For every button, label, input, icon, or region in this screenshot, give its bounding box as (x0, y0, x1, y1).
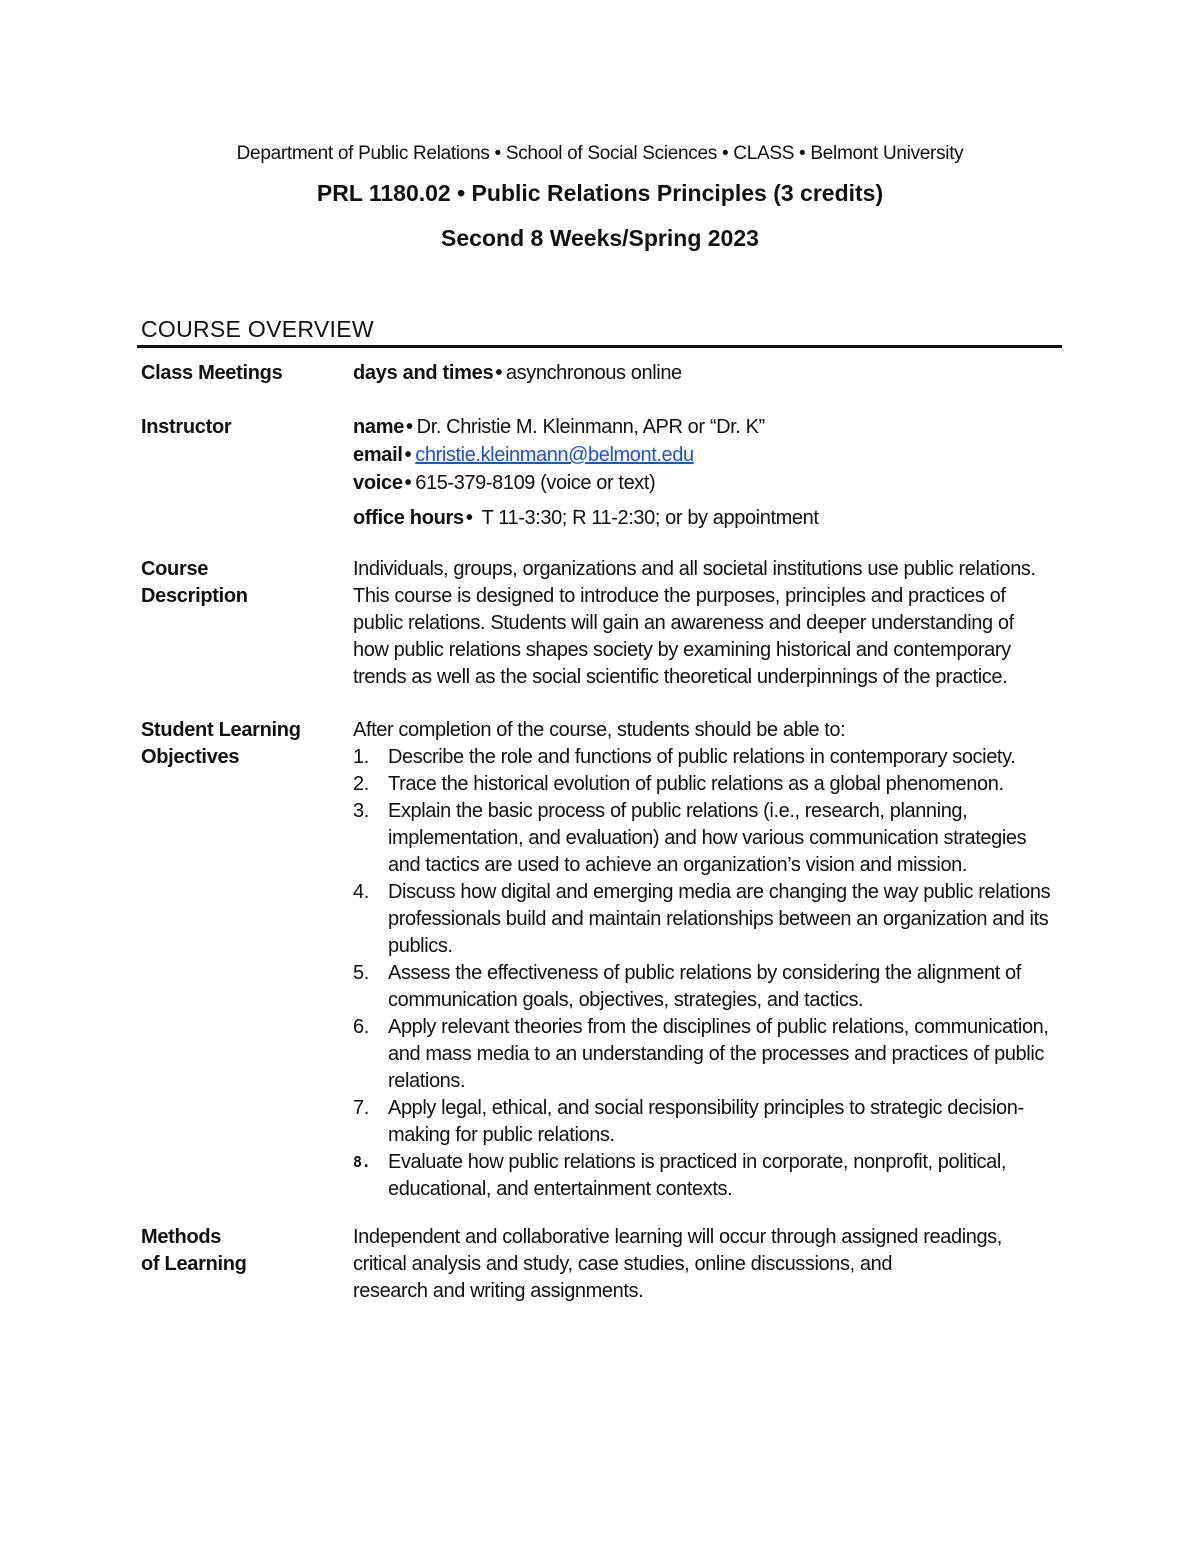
class-meetings-key: days and times (353, 362, 494, 384)
objective-line: Apply legal, ethical, and social responsibility principles to strategic decision- (388, 1097, 1024, 1119)
section-divider (137, 345, 1062, 348)
objective-item (353, 744, 1073, 771)
section-heading: COURSE OVERVIEW (141, 316, 374, 342)
objective-line: Evaluate how public relations is practiced in corporate, nonprofit, political, (388, 1151, 1007, 1173)
objective-item (353, 1149, 1073, 1203)
instructor-name: Dr. Christie M. Kleinmann, APR or “Dr. K” (416, 416, 765, 438)
class-meetings-label: Class Meetings (141, 362, 283, 384)
description-line: Individuals, groups, organizations and all societal institutions use public relations. (353, 558, 1036, 580)
class-meetings-text: asynchronous online (505, 362, 682, 384)
description-label-line: Description (141, 585, 248, 607)
objective-line: Trace the historical evolution of public relations as a global phenomenon. (388, 773, 1004, 795)
objectives-label-line: Objectives (141, 746, 240, 768)
department-line: Department of Public Relations • School of Social Sciences • CLASS • Belmont University (236, 143, 964, 164)
objective-line: making for public relations. (388, 1124, 615, 1146)
objective-item (353, 771, 1073, 798)
description-line: This course is designed to introduce the purposes, principles and practices of (353, 585, 1006, 607)
objective-line: Discuss how digital and emerging media are changing the way public relations (388, 881, 1051, 903)
office-hours-text: T 11-3:30; R 11-2:30; or by appointment (481, 507, 819, 529)
description-line: trends as well as the social scientific theoretical underpinnings of the practice. (353, 666, 1008, 688)
instructor-name-row (353, 414, 765, 441)
instructor-voice-row (353, 470, 655, 497)
objectives-label (141, 717, 301, 771)
objective-line: implementation, and evaluation) and how various communication strategies (388, 827, 1027, 849)
office-hours-key: office hours (353, 507, 464, 529)
email-link[interactable]: christie.kleinmann@belmont.edu (415, 444, 694, 466)
objectives-label-line: Student Learning (141, 719, 301, 741)
objective-line: and mass media to an understanding of the processes and practices of public (388, 1043, 1044, 1065)
methods-text (353, 1224, 1053, 1305)
objective-item (353, 879, 1073, 960)
bullet: • (404, 444, 412, 466)
bullet: • (495, 362, 502, 384)
instructor-email-row (353, 442, 694, 469)
objective-number: 2. (353, 773, 369, 795)
class-meetings-value (353, 360, 682, 387)
objective-line: Describe the role and functions of public relations in contemporary society. (388, 746, 1016, 768)
objective-line: Assess the effectiveness of public relations by considering the alignment of (388, 962, 1021, 984)
course-title: PRL 1180.02 • Public Relations Principles (3 credits) (316, 180, 884, 206)
description-line: public relations. Students will gain an awareness and deeper understanding of (353, 612, 1014, 634)
objective-line: publics. (388, 935, 453, 957)
objective-line: Explain the basic process of public relations (i.e., research, planning, (388, 800, 968, 822)
objectives-list (353, 744, 1073, 1203)
bullet: • (406, 416, 413, 438)
term-heading: Second 8 Weeks/Spring 2023 (441, 225, 759, 251)
objective-item (353, 1095, 1073, 1149)
methods-line: critical analysis and study, case studies, online discussions, and (353, 1253, 893, 1275)
methods-label-line: Methods (141, 1226, 222, 1248)
description-line: how public relations shapes society by examining historical and contemporary (353, 639, 1011, 661)
methods-label-line: of Learning (141, 1253, 247, 1275)
bullet: • (465, 507, 473, 529)
objective-number: 1. (353, 746, 369, 768)
objective-item (353, 1014, 1073, 1095)
bullet: • (404, 472, 412, 494)
objective-number: 8. (353, 1153, 371, 1171)
objective-item (353, 960, 1073, 1014)
objective-number: 4. (353, 881, 369, 903)
methods-label (141, 1224, 247, 1278)
description-label-line: Course (141, 558, 209, 580)
methods-line: research and writing assignments. (353, 1280, 644, 1302)
objectives-intro: After completion of the course, students should be able to: (353, 719, 846, 741)
methods-line: Independent and collaborative learning will occur through assigned readings, (353, 1226, 1002, 1248)
description-label (141, 556, 248, 610)
objective-number: 7. (353, 1097, 369, 1119)
objective-number: 3. (353, 800, 369, 822)
objective-line: relations. (388, 1070, 466, 1092)
email-key: email (353, 444, 403, 466)
name-key: name (353, 416, 405, 438)
objective-item (353, 798, 1073, 879)
objective-number: 5. (353, 962, 369, 984)
objective-line: and tactics are used to achieve an organization’s vision and mission. (388, 854, 968, 876)
objective-number: 6. (353, 1016, 369, 1038)
description-text (353, 556, 1053, 691)
instructor-label: Instructor (141, 416, 232, 438)
objective-line: professionals build and maintain relationships between an organization and its (388, 908, 1049, 930)
objective-line: educational, and entertainment contexts. (388, 1178, 733, 1200)
office-hours-row (353, 505, 818, 532)
objective-line: Apply relevant theories from the disciplines of public relations, communication, (388, 1016, 1049, 1038)
voice-key: voice (353, 472, 403, 494)
voice-number: 615-379-8109 (voice or text) (415, 472, 656, 494)
objective-line: communication goals, objectives, strategies, and tactics. (388, 989, 864, 1011)
